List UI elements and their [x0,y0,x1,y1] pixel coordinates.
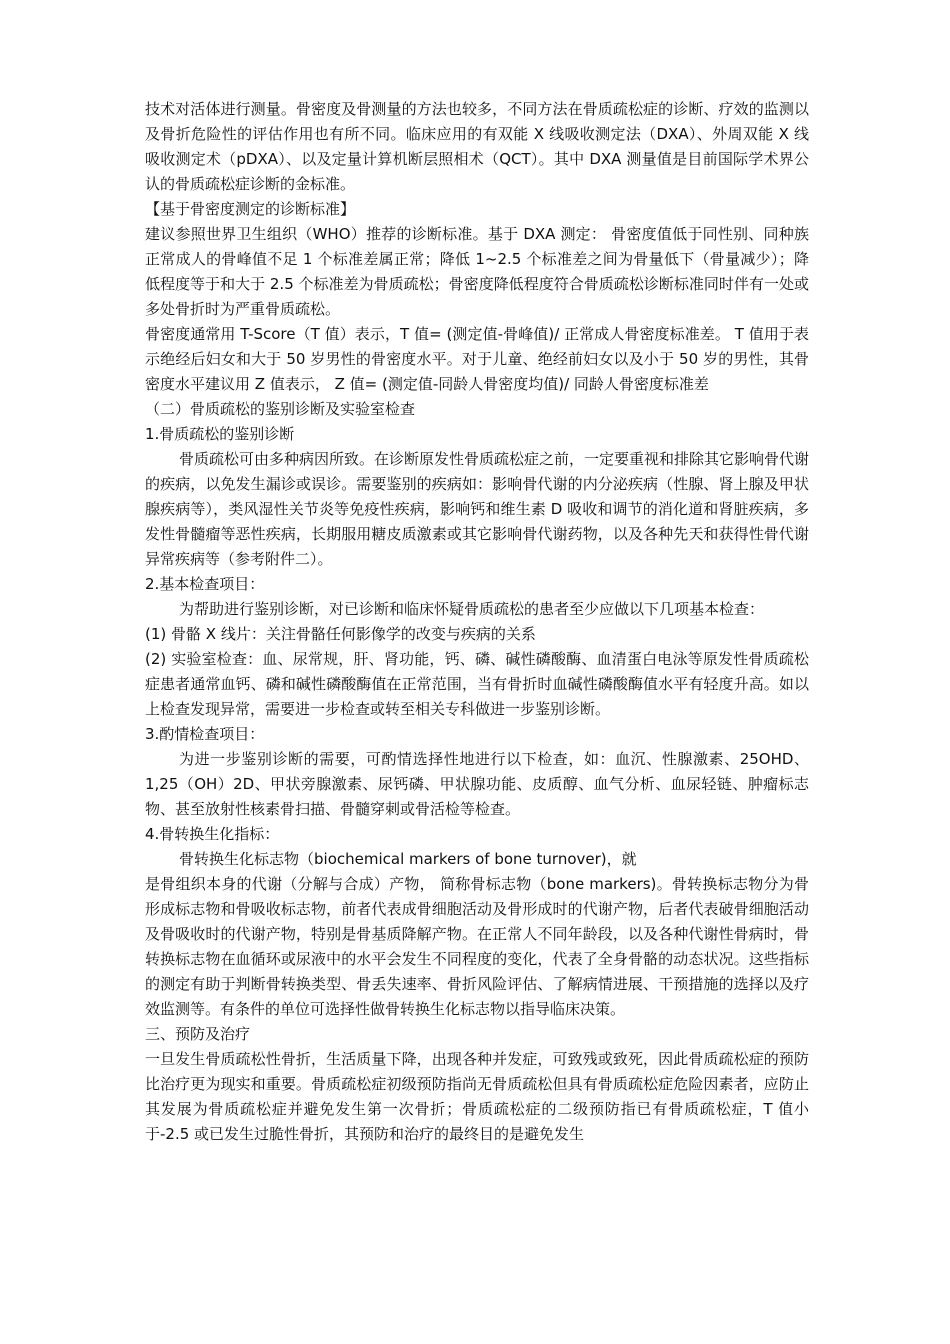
document-page [145,97,809,1147]
list-item-lab-tests: (2) 实验室检查：血、尿常规，肝、肾功能，钙、磷、碱性磷酸酶、血清蛋白电泳等原发性骨质疏松症患者通常血钙、磷和碱性磷酸酶值在正常范围，当有骨折时血碱性磷酸酶值水平有轻度升高。如以上检查发现异常，需要进一步检查或转至相关专科做进一步鉴别诊断。 [145,650,809,718]
paragraph-optional-exams: 为进一步鉴别诊断的需要，可酌情选择性地进行以下检查，如：血沉、性腺激素、25OHD、1,25（OH）2D、甲状旁腺激素、尿钙磷、甲状腺功能、皮质醇、血气分析、血尿轻链、肿瘤标志物、甚至放射性核素骨扫描、骨髓穿刺或骨活检等检查。 [145,750,809,818]
heading-optional-exams: 3.酌情检查项目： [145,725,265,743]
paragraph-bmd-methods: 技术对活体进行测量。骨密度及骨测量的方法也较多，不同方法在骨质疏松症的诊断、疗效的监测以及骨折危险性的评估作用也有所不同。临床应用的有双能 X 线吸收测定法（DXA）、外周双能 X 线吸收测定术（pDXA）、以及定量计算机断层照相术（QCT）。其中 DXA 测量值是目前国际学术界公认的骨质疏松症诊断的金标准。 [145,100,809,193]
paragraph-prevention: 一旦发生骨质疏松性骨折，生活质量下降，出现各种并发症，可致残或致死，因此骨质疏松症的预防比治疗更为现实和重要。骨质疏松症初级预防指尚无骨质疏松但具有骨质疏松症危险因素者，应防止其发展为骨质疏松症并避免发生第一次骨折；骨质疏松症的二级预防指已有骨质疏松症，T 值小于-2.5 或已发生过脆性骨折，其预防和治疗的最终目的是避免发生 [145,1050,809,1143]
heading-differential-1: 1.骨质疏松的鉴别诊断 [145,425,295,443]
heading-bone-turnover: 4.骨转换生化指标： [145,825,280,843]
paragraph-bone-turnover-body: 是骨组织本身的代谢（分解与合成）产物， 简称骨标志物（bone markers)。骨转换标志物分为骨形成标志物和骨吸收标志物，前者代表成骨细胞活动及骨形成时的代谢产物，后者代表破骨细胞活动及骨吸收时的代谢产物，特别是骨基质降解产物。在正常人不同年龄段，以及各种代谢性骨病时，骨转换标志物在血循环或尿液中的水平会发生不同程度的变化，代表了全身骨骼的动态状况。这些指标的测定有助于判断骨转换类型、骨丢失速率、骨折风险评估、了解病情进展、干预措施的选择以及疗效监测等。有条件的单位可选择性做骨转换生化标志物以指导临床决策。 [145,875,809,1018]
heading-differential-diagnosis: （二）骨质疏松的鉴别诊断及实验室检查 [145,400,416,418]
paragraph-bone-turnover-lead: 骨转换生化标志物（biochemical markers of bone turnover)，就 [179,850,637,868]
heading-prevention-treatment: 三、预防及治疗 [145,1025,251,1043]
heading-basic-exams: 2.基本检查项目： [145,575,265,593]
paragraph-basic-exams-intro: 为帮助进行鉴别诊断，对已诊断和临床怀疑骨质疏松的患者至少应做以下几项基本检查： [179,600,765,618]
heading-bmd-criteria: 【基于骨密度测定的诊断标准】 [145,200,356,218]
paragraph-differential-causes: 骨质疏松可由多种病因所致。在诊断原发性骨质疏松症之前，一定要重视和排除其它影响骨代谢的疾病，以免发生漏诊或误诊。需要鉴别的疾病如：影响骨代谢的内分泌疾病（性腺、肾上腺及甲状腺疾病等），类风湿性关节炎等免疫性疾病，影响钙和维生素 D 吸收和调节的消化道和肾脏疾病，多发性骨髓瘤等恶性疾病，长期服用糖皮质激素或其它影响骨代谢药物，以及各种先天和获得性骨代谢异常疾病等（参考附件二）。 [145,450,810,568]
paragraph-t-score: 骨密度通常用 T-Score（T 值）表示，T 值= (测定值-骨峰值)/ 正常成人骨密度标准差。 T 值用于表示绝经后妇女和大于 50 岁男性的骨密度水平。对于儿童、绝经前妇女以及小于 50 岁的男性，其骨密度水平建议用 Z 值表示， Z 值= (测定值-同龄人骨密度均值)/ 同龄人骨密度标准差 [145,325,809,393]
paragraph-who-criteria: 建议参照世界卫生组织（WHO）推荐的诊断标准。基于 DXA 测定： 骨密度值低于同性别、同种族正常成人的骨峰值不足 1 个标准差属正常；降低 1~2.5 个标准差之间为骨量低下（骨量减少）；降低程度等于和大于 2.5 个标准差为骨质疏松；骨密度降低程度符合骨质疏松诊断标准同时伴有一处或多处骨折时为严重骨质疏松。 [145,225,809,318]
list-item-xray: (1) 骨骼 X 线片：关注骨骼任何影像学的改变与疾病的关系 [145,625,536,643]
